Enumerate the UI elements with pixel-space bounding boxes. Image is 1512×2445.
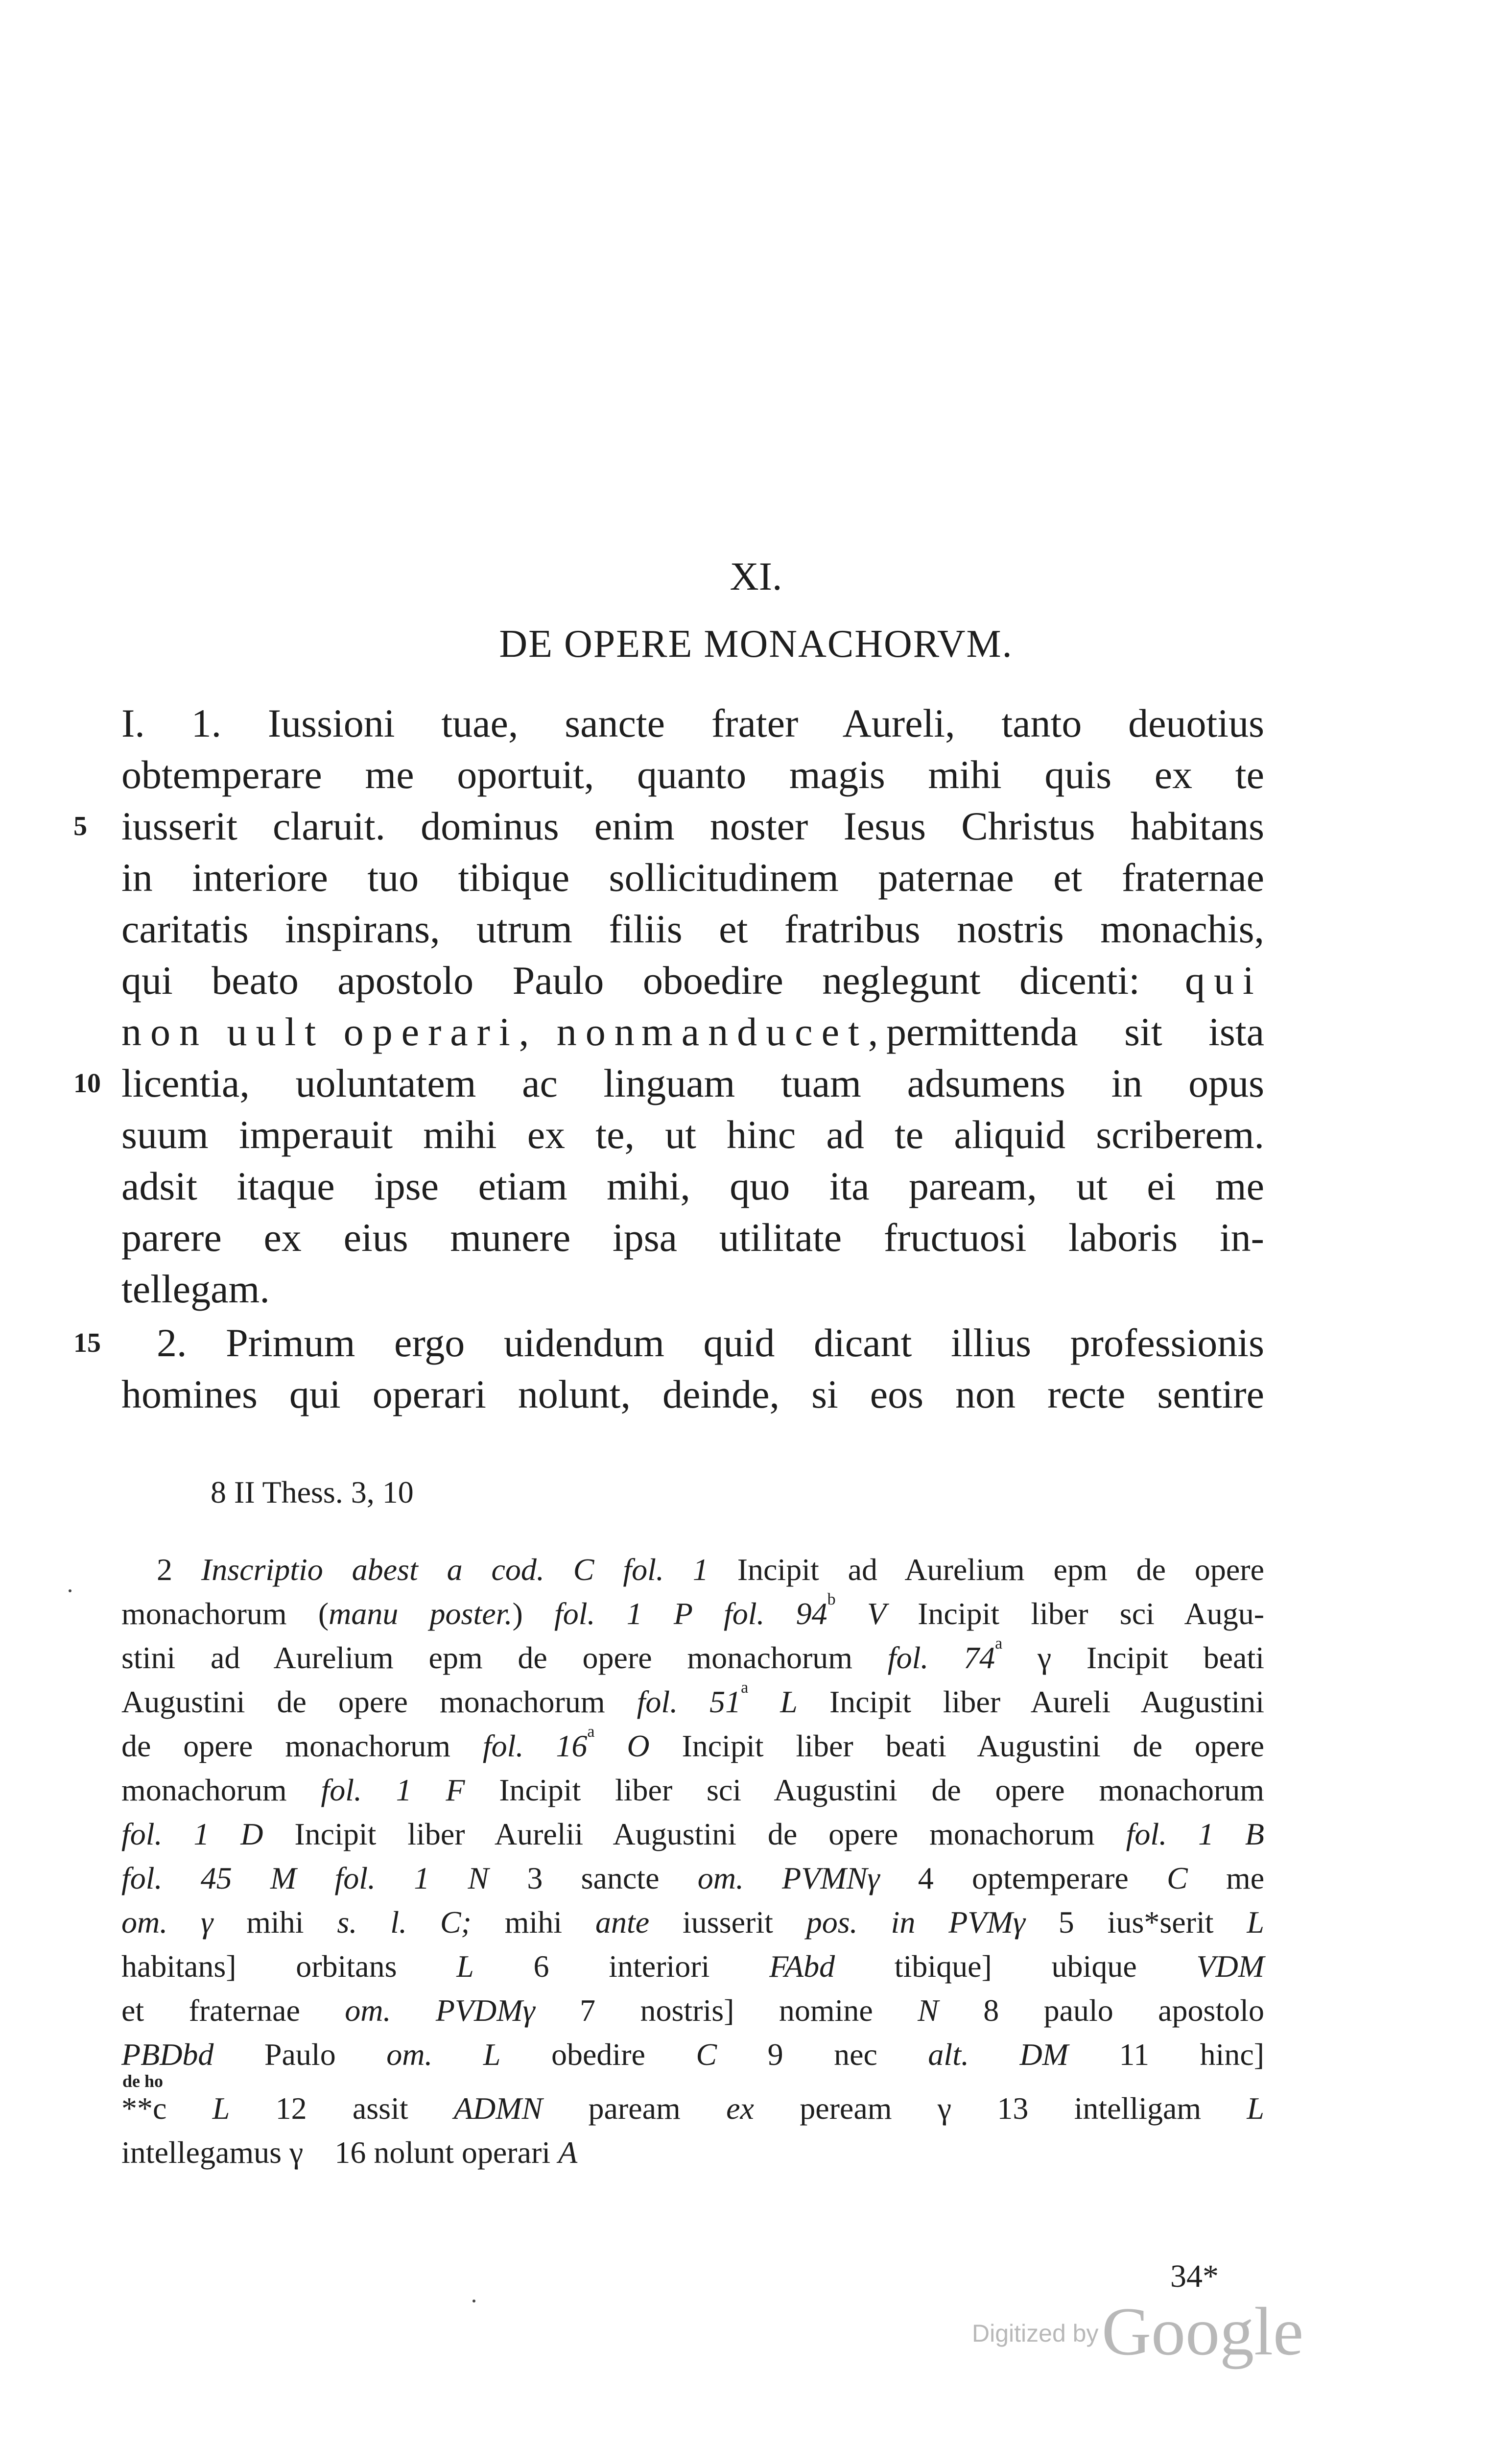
text-line: iusserit claruit. dominus enim noster Iesus Christus habitans: [121, 804, 1264, 848]
text-line: adsit itaque ipse etiam mihi, quo ita paream, ut ei me: [121, 1164, 1264, 1208]
apparatus-line: PBDbd Paulo om. L obedire C 9 nec alt. DM 11 hinc]: [121, 2037, 1265, 2072]
apparatus-line: stini ad Aurelium epm de opere monachorum fol. 74$^a$ γ Incipit beati: [121, 1634, 1265, 1675]
apparatus-line: de opere monachorum fol. 16$^a$ O Incipit liber beati Augustini de opere: [121, 1723, 1265, 1763]
line-number: 10: [73, 1068, 101, 1099]
line-number: 5: [73, 811, 87, 841]
text-line: obtemperare me oportuit, quanto magis mihi quis ex te: [121, 752, 1264, 797]
apparatus-line: fol. 45 M fol. 1 N 3 sancte om. PVMNγ 4 optemperare C me: [121, 1861, 1265, 1895]
text-line: homines qui operari nolunt, deinde, si eos non recte sentire: [121, 1372, 1264, 1416]
apparatus-line: habitans] orbitans L 6 interiori FAbd tibique] ubique VDM: [121, 1949, 1265, 1984]
text-line: in interiore tuo tibique sollicitudinem paternae et fraternae: [121, 855, 1264, 900]
apparatus-line: et fraternae om. PVDMγ 7 nostris] nomine N 8 paulo apostolo: [121, 1993, 1264, 2028]
text-line-end: permittenda sit ista: [886, 1009, 1264, 1054]
text-line: caritatis inspirans, utrum filiis et fratribus nostris monachis,: [121, 907, 1264, 951]
text-line: 2. Primum ergo uidendum quid dicant illius professionis: [157, 1320, 1264, 1365]
apparatus-line: **c L 12 assit ADMN paream ex peream γ 13 intelligam L: [121, 2091, 1264, 2126]
scan-speck: [69, 1589, 71, 1592]
apparatus-line: Augustini de opere monachorum fol. 51$^a$ L Incipit liber Aureli Augustini: [121, 1678, 1265, 1719]
text-line: qui beato apostolo Paulo oboedire neglegunt dicenti:: [121, 958, 1140, 1003]
work-title: DE OPERE MONACHORVM.: [499, 623, 1013, 666]
apparatus-line: intellegamus γ 16 nolunt operari A: [121, 2135, 578, 2170]
line-number: 15: [73, 1328, 101, 1358]
spaced-quotation: non uult operari, non: [121, 1009, 643, 1054]
apparatus-line: om. γ mihi s. l. C; mihi ante iusserit pos. in PVMγ 5 ius*serit L: [121, 1905, 1264, 1940]
apparatus-line: 2 Inscriptio abest a cod. C fol. 1 Incipit ad Aurelium epm de opere: [157, 1552, 1265, 1587]
interlinear-note: de ho: [122, 2071, 164, 2091]
scan-speck: [472, 2300, 475, 2302]
text-line: suum imperauit mihi ex te, ut hinc ad te aliquid scriberem.: [121, 1112, 1264, 1157]
text-line: tellegam.: [121, 1267, 270, 1311]
apparatus-line: fol. 1 D Incipit liber Aurelii Augustini de opere monachorum fol. 1 B: [121, 1817, 1264, 1851]
text-line: licentia, uoluntatem ac linguam tuam adsumens in opus: [121, 1061, 1264, 1105]
apparatus-line: monachorum fol. 1 F Incipit liber sci Augustini de opere monachorum: [121, 1773, 1265, 1807]
page-signature: 34*: [1170, 2258, 1219, 2294]
google-logo: Google: [1102, 2294, 1304, 2370]
spaced-word-manducet: manducet,: [641, 1009, 887, 1054]
digitized-by-label: Digitized by: [972, 2320, 1099, 2347]
biblical-reference: 8 II Thess. 3, 10: [211, 1475, 414, 1510]
text-line: parere ex eius munere ipsa utilitate fructuosi laboris in-: [121, 1215, 1264, 1260]
text-line: I. 1. Iussioni tuae, sancte frater Aureli, tanto deuotius: [121, 701, 1264, 745]
spaced-word-qui: qui: [1185, 958, 1263, 1003]
chapter-number: XI.: [730, 554, 782, 599]
apparatus-line: monachorum (manu poster.) fol. 1 P fol. 94$^b$ V Incipit liber sci Augu-: [121, 1590, 1265, 1631]
